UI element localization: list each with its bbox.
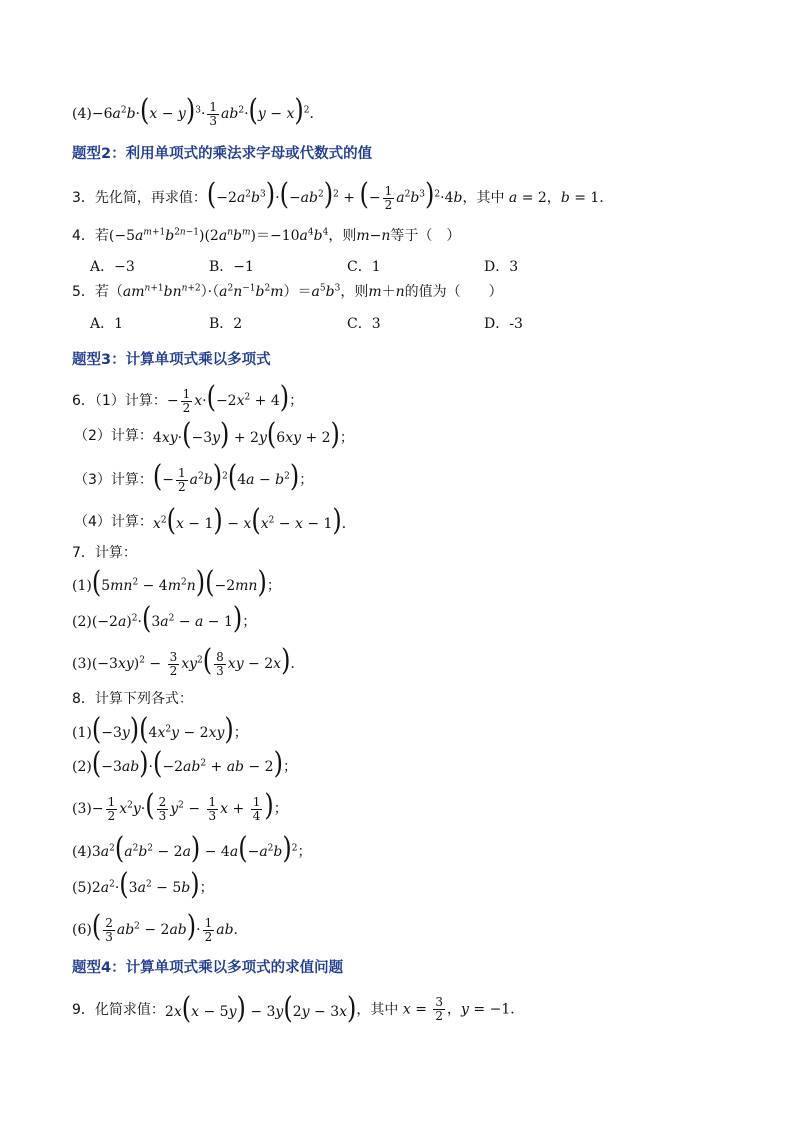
- question-label: （2）计算：: [74, 428, 153, 444]
- question-6-3: [74, 458, 314, 494]
- problem-1-4: [72, 92, 324, 128]
- question-label: （3）计算：: [74, 471, 153, 488]
- math-expression: $(-5a^{m+1}b^{2n-1})(2a^nb^m)=-10a^4b^4$: [108, 227, 329, 244]
- question-8-2: [72, 745, 297, 781]
- question-ask: 等于（ ）: [390, 228, 461, 244]
- math-expression: $(3)(-3xy)^2$ − $\frac{3}{2}$ $xy^2$( $\frac{8}{3}$ xy − 2x)．: [72, 642, 305, 678]
- math-expression: (3)− $\frac{1}{2}$ $x^2y\cdot$( $\frac{2}{3}$ $y^2$ − $\frac{1}{3}$ x + $\frac{1}{4}$ )；: [72, 787, 288, 823]
- math-expression: $(1)(5mn^2 - 4m^2n)(-2mn)$；: [72, 564, 281, 600]
- question-7-1: [72, 564, 281, 600]
- section-heading-2: 题型2：利用单项式的乘法求字母或代数式的值: [72, 146, 373, 162]
- question-7-3: [72, 642, 305, 678]
- question-8-4: [72, 830, 312, 866]
- section-heading-3: 题型3：计算单项式乘以多项式: [72, 352, 271, 368]
- question-6-2: [74, 416, 354, 452]
- question-label: 7．计算：: [72, 545, 137, 561]
- question-label: 9．化简求值：: [72, 1001, 165, 1018]
- math-expression: (− $\frac{1}{2}$ $a^2b)^2(4a - b^2)$；: [152, 458, 314, 494]
- question-8-5: [72, 866, 214, 902]
- problem-label: (4): [72, 105, 92, 122]
- section-heading-4: 题型4：计算单项式乘以多项式的求值问题: [72, 960, 344, 976]
- math-expression: m＋n: [368, 284, 405, 300]
- question-8: [72, 689, 193, 709]
- condition-text: ，其中: [462, 189, 505, 206]
- math-expression: $(1)(-3y)(4x^2y - 2xy)$；: [72, 711, 248, 747]
- option-c: C．1: [347, 259, 381, 275]
- option-b: B．2: [209, 316, 243, 332]
- question-label: 5．若: [72, 284, 109, 300]
- question-4: [72, 226, 460, 246]
- math-expression: $(2)(-2a)^2\cdot(3a^2 - a - 1)$；: [72, 600, 257, 636]
- question-label: （4）计算：: [74, 514, 153, 530]
- question-7-2: [72, 600, 257, 636]
- question-3: [72, 176, 614, 212]
- option-d: D．3: [484, 259, 519, 275]
- math-expression: $(am^{n+1}bn^{n+2})\cdot(a^2n^{-1}b^2m)=a^5b^3$: [108, 283, 341, 300]
- option-a: A．−3: [90, 259, 135, 275]
- question-ask: 的值为（ ）: [404, 284, 503, 300]
- math-expression: $(5)2a^2\cdot(3a^2 - 5b)$；: [72, 866, 214, 902]
- question-tail: ，则: [340, 284, 369, 300]
- condition-text: ，其中: [356, 1001, 399, 1018]
- math-expression: $x^2(x - 1) - x(x^2 - x - 1)$．: [152, 502, 356, 538]
- math-expression: $(4)3a^2(a^2b^2 - 2a) - 4a(-a^2b)^2$；: [72, 830, 312, 866]
- condition-values: a = 2，b = 1．: [508, 189, 614, 206]
- question-7: [72, 543, 137, 563]
- question-5: [72, 282, 503, 302]
- option-a: A．1: [90, 316, 124, 332]
- option-c: C．3: [347, 316, 381, 332]
- question-8-1: [72, 711, 248, 747]
- math-expression: − $\frac{1}{2}$ $x\cdot(-2x^2 + 4)$；: [166, 379, 304, 415]
- question-tail: ，则: [328, 228, 357, 244]
- question-label: 3．先化简，再求值：: [72, 189, 207, 206]
- option-d: D．-3: [484, 316, 523, 332]
- math-expression: (6)( $\frac{2}{3}$ $ab^2 - 2ab)\cdot$ $\frac{1}{2}$ ab．: [72, 908, 248, 944]
- math-expression: $-6a^2b\cdot(x - y)^3\cdot$ $\frac{1}{3}$ $ab^2\cdot(y - x)^2$．: [91, 92, 324, 128]
- math-expression: m−n: [356, 228, 391, 244]
- math-expression: $(2)(-3ab)\cdot(-2ab^2$ + ab − 2)；: [72, 745, 297, 781]
- question-label: 8．计算下列各式：: [72, 691, 193, 707]
- question-6-4: [74, 502, 356, 538]
- question-6-1: [72, 379, 304, 415]
- option-b: B．−1: [209, 259, 254, 275]
- question-label: 6．（1）计算：: [72, 392, 167, 409]
- condition-values: x = $\frac{3}{2}$ ，y = −1．: [402, 995, 525, 1023]
- question-label: 4．若: [72, 228, 109, 244]
- math-expression: 4xy·(−3y) + 2y(6xy + 2)；: [152, 416, 354, 452]
- question-9: [72, 990, 525, 1025]
- math-expression: $(-2a^2b^3)\cdot(-ab^2)^2$ + (− $\frac{1}{2}$ $a^2b^3)^2\cdot 4b$: [206, 176, 463, 212]
- question-8-6: [72, 908, 248, 944]
- math-expression: 2x(x − 5y) − 3y(2y − 3x): [164, 990, 357, 1025]
- question-8-3: [72, 787, 288, 823]
